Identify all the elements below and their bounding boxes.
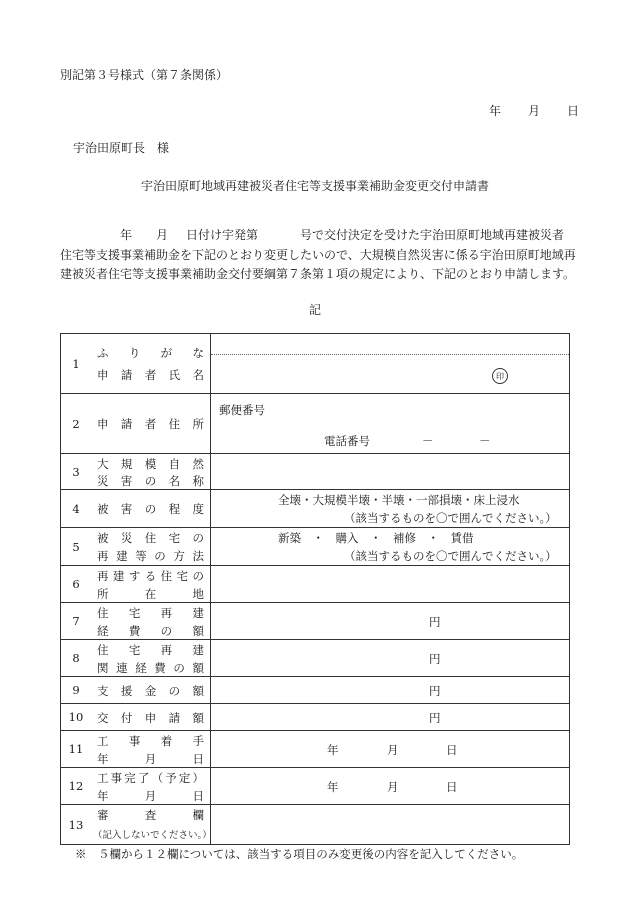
date-month: 月 <box>387 780 399 794</box>
label-char: 手 <box>192 734 204 748</box>
label-char: 法 <box>192 549 204 563</box>
label-char: 事 <box>110 771 123 785</box>
label-line <box>97 501 204 517</box>
label-char: 建 <box>192 643 204 657</box>
label-char: 予 <box>165 771 177 785</box>
label-char: 所 <box>97 587 109 601</box>
label-line <box>97 733 204 749</box>
label-char: 被 <box>97 502 109 516</box>
body-line1-rest: 号で交付決定を受けた宇治田原町地域再建被災者 <box>300 228 565 242</box>
row-label <box>91 768 211 804</box>
label-char: （ <box>151 771 164 785</box>
label-line <box>97 586 204 602</box>
label-char: 建 <box>112 569 125 583</box>
row-number: 10 <box>68 710 84 724</box>
label-char: 住 <box>144 531 157 545</box>
footnote: ※ ５欄から１２欄については、該当する項目のみ変更後の内容を記入してください。 <box>75 847 524 861</box>
label-line <box>97 807 204 823</box>
label-char: 宅 <box>176 569 189 583</box>
table-row <box>61 528 569 566</box>
table-row <box>61 603 569 640</box>
label-char: 度 <box>192 502 204 516</box>
label-char: 建 <box>116 549 128 563</box>
label-char: 交 <box>97 711 109 725</box>
label-char: 被 <box>97 531 109 545</box>
body-text <box>60 226 580 285</box>
label-char: 模 <box>144 457 157 471</box>
date-year: 年 <box>327 743 339 757</box>
label-char: 了 <box>137 771 150 785</box>
label-char: 額 <box>192 711 204 725</box>
label-char: 地 <box>192 587 204 601</box>
label-char: 定 <box>178 771 191 785</box>
row-label <box>91 805 211 844</box>
rebuild-location-field[interactable] <box>211 566 569 602</box>
label-char: 請 <box>120 368 133 382</box>
label-char: の <box>173 661 185 675</box>
label-char: 日 <box>192 752 204 766</box>
label-char: ） <box>192 771 204 785</box>
label-char: 年 <box>97 752 109 766</box>
table-row <box>61 454 569 490</box>
row-label <box>91 731 211 767</box>
label-line <box>97 605 204 621</box>
label-char: 称 <box>192 474 204 488</box>
label-char: 月 <box>144 789 157 803</box>
row-label <box>91 566 211 602</box>
row-number: 5 <box>72 539 80 554</box>
label-line <box>97 623 204 639</box>
label-char: 費 <box>154 661 166 675</box>
label-char: り <box>128 346 141 360</box>
label-char: 災 <box>120 531 133 545</box>
label-line <box>97 416 204 432</box>
name-field[interactable] <box>211 334 569 393</box>
damage-instruction: （該当するものを〇で囲んでください。） <box>344 511 557 525</box>
label-char: 再 <box>160 606 173 620</box>
date-day: 日 <box>566 104 579 118</box>
label-char: 経 <box>135 661 147 675</box>
phone-dash-1: － <box>422 434 434 448</box>
row-number: 13 <box>68 817 84 832</box>
label-char: 名 <box>168 474 181 488</box>
label-char: 再 <box>160 643 173 657</box>
row-label <box>91 490 211 527</box>
start-date-field[interactable] <box>211 731 569 767</box>
row-number: 9 <box>72 683 80 697</box>
label-line <box>97 456 204 472</box>
label-char: 住 <box>160 569 173 583</box>
label-char: 方 <box>173 549 185 563</box>
label-char: 災 <box>97 474 109 488</box>
label-char: 然 <box>192 457 204 471</box>
label-char: 宅 <box>128 643 141 657</box>
row-number: 1 <box>72 356 80 371</box>
document-title: 宇治田原町地域再建被災者住宅等支援事業補助金変更交付申請書 <box>140 179 489 193</box>
label-char: 欄 <box>192 808 204 822</box>
seal-icon: 印 <box>492 368 508 384</box>
body-month: 月 <box>156 228 169 242</box>
label-char: 大 <box>97 457 109 471</box>
row-label <box>91 454 211 489</box>
label-char: 経 <box>97 624 109 638</box>
body-line-2: 住宅等支援事業補助金を下記のとおり変更したいので、大規模自然災害に係る宇治田原町地域再 <box>60 247 576 262</box>
label-line <box>97 710 204 726</box>
label-char: 申 <box>97 417 109 431</box>
label-char: な <box>192 346 204 360</box>
label-char: す <box>128 569 141 583</box>
date-year: 年 <box>489 104 502 118</box>
label-char: 工 <box>97 734 109 748</box>
damage-options[interactable]: 全壊・大規模半壊・半壊・一部損壊・床上浸水 <box>278 493 520 507</box>
label-char: 支 <box>97 684 109 698</box>
label-char: 審 <box>97 808 109 822</box>
row-label <box>91 528 211 565</box>
label-char: の <box>144 474 157 488</box>
label-char: 名 <box>192 368 204 382</box>
completion-date-field[interactable] <box>211 768 569 804</box>
label-char: 住 <box>97 643 109 657</box>
label-char: 程 <box>168 502 181 516</box>
rebuild-instruction: （該当するものを〇で囲んでください。） <box>344 549 557 563</box>
label-char: 申 <box>97 368 109 382</box>
label-char: 金 <box>144 684 157 698</box>
yen-unit: 円 <box>429 652 441 666</box>
related-cost-field[interactable] <box>211 640 569 676</box>
body-year: 年 <box>120 228 133 242</box>
table-row <box>61 566 569 603</box>
date-line <box>489 102 579 119</box>
row-label <box>91 603 211 639</box>
label-char: 付 <box>120 711 133 725</box>
row-label <box>91 334 211 393</box>
table-row <box>61 394 569 454</box>
label-char: ふ <box>97 346 109 360</box>
label-char: 額 <box>192 661 204 675</box>
label-line <box>97 788 204 804</box>
support-amount-field[interactable] <box>211 677 569 703</box>
label-char: が <box>160 346 173 360</box>
rebuild-options[interactable]: 新築 ・ 購入 ・ 補修 ・ 賃借 <box>278 531 474 545</box>
body-day-ref: 日付け宇発第 <box>186 228 259 242</box>
rebuild-method-field[interactable] <box>211 528 569 565</box>
label-char: 費 <box>128 624 141 638</box>
label-char: 再 <box>97 549 109 563</box>
label-char: 建 <box>192 606 204 620</box>
label-line <box>97 345 204 361</box>
label-char: の <box>144 502 157 516</box>
furigana-divider <box>211 354 569 355</box>
date-day: 日 <box>446 743 458 757</box>
label-char: 事 <box>128 734 141 748</box>
label-char: 請 <box>120 417 133 431</box>
label-char: 氏 <box>168 368 181 382</box>
row-label <box>91 394 211 453</box>
rebuild-cost-field[interactable] <box>211 603 569 639</box>
label-char: 連 <box>116 661 128 675</box>
label-char: 額 <box>192 684 204 698</box>
label-char: 自 <box>168 457 181 471</box>
row-label <box>91 640 211 676</box>
label-char: 査 <box>144 808 157 822</box>
row-number: 6 <box>72 577 80 591</box>
disaster-name-field[interactable] <box>211 454 569 489</box>
table-row <box>61 768 569 805</box>
label-line <box>97 568 204 584</box>
label-char: 害 <box>120 502 133 516</box>
label-char: 関 <box>97 661 109 675</box>
table-row <box>61 704 569 731</box>
label-char: 月 <box>144 752 157 766</box>
label-line <box>97 751 204 767</box>
label-char: 年 <box>97 789 109 803</box>
label-char: 額 <box>192 624 204 638</box>
label-char: 宅 <box>168 531 181 545</box>
label-line <box>97 530 204 546</box>
label-char: 者 <box>144 417 157 431</box>
label-char: 住 <box>168 417 181 431</box>
do-not-fill-note: （記入しないでください。） <box>93 830 212 841</box>
label-line <box>97 548 204 564</box>
row-number: 7 <box>72 614 80 628</box>
form-number: 別記第３号様式（第７条関係） <box>60 68 229 82</box>
addressee: 宇治田原町長 様 <box>73 141 170 155</box>
label-char: の <box>192 569 204 583</box>
label-char: 日 <box>192 789 204 803</box>
grant-request-field[interactable] <box>211 704 569 730</box>
label-line <box>97 473 204 489</box>
date-year: 年 <box>327 780 339 794</box>
label-char: の <box>192 531 204 545</box>
label-char: の <box>154 549 166 563</box>
label-char: 規 <box>120 457 133 471</box>
yen-unit: 円 <box>429 711 441 725</box>
date-month: 月 <box>387 743 399 757</box>
label-char: 害 <box>120 474 133 488</box>
table-row <box>61 805 569 844</box>
label-char: 者 <box>144 368 157 382</box>
postal-code-label: 郵便番号 <box>219 403 265 417</box>
label-char: 宅 <box>128 606 141 620</box>
yen-unit: 円 <box>429 615 441 629</box>
row-label <box>91 704 211 730</box>
body-line-3: 建被災者住宅等支援事業補助金交付要綱第７条第１項の規定により、下記のとおり申請します。 <box>60 267 576 281</box>
label-char: 住 <box>97 606 109 620</box>
label-line <box>97 660 204 676</box>
row-number: 8 <box>72 651 80 665</box>
ki-heading: 記 <box>308 303 321 317</box>
table-row <box>61 731 569 768</box>
label-line <box>97 367 204 383</box>
body-line-1 <box>60 226 580 246</box>
row-number: 2 <box>72 416 80 431</box>
label-line <box>97 642 204 658</box>
row-number: 11 <box>68 742 84 756</box>
date-month: 月 <box>527 104 540 118</box>
label-char: 等 <box>135 549 147 563</box>
label-char: の <box>160 624 173 638</box>
phone-dash-2: － <box>479 434 491 448</box>
table-row <box>61 677 569 704</box>
label-char: 援 <box>120 684 133 698</box>
application-table <box>60 333 570 845</box>
label-char: る <box>144 569 157 583</box>
phone-label: 電話番号 <box>324 434 370 448</box>
label-char: の <box>168 684 181 698</box>
label-line <box>97 770 204 786</box>
label-char: 在 <box>144 587 157 601</box>
address-field[interactable] <box>211 394 569 453</box>
row-number: 3 <box>72 464 80 479</box>
table-row <box>61 490 569 528</box>
label-char: 請 <box>168 711 181 725</box>
label-char: 完 <box>124 771 136 785</box>
label-char: 申 <box>144 711 157 725</box>
label-char: 着 <box>160 734 173 748</box>
date-day: 日 <box>446 780 458 794</box>
row-number: 12 <box>68 779 84 793</box>
label-char: 所 <box>192 417 204 431</box>
review-field <box>211 805 569 844</box>
row-label <box>91 677 211 703</box>
row-number: 4 <box>72 501 80 516</box>
label-line <box>97 683 204 699</box>
label-char: 再 <box>97 569 109 583</box>
damage-degree-field[interactable] <box>211 490 569 527</box>
table-row <box>61 640 569 677</box>
yen-unit: 円 <box>429 684 441 698</box>
table-row <box>61 334 569 394</box>
label-char: 工 <box>97 771 109 785</box>
